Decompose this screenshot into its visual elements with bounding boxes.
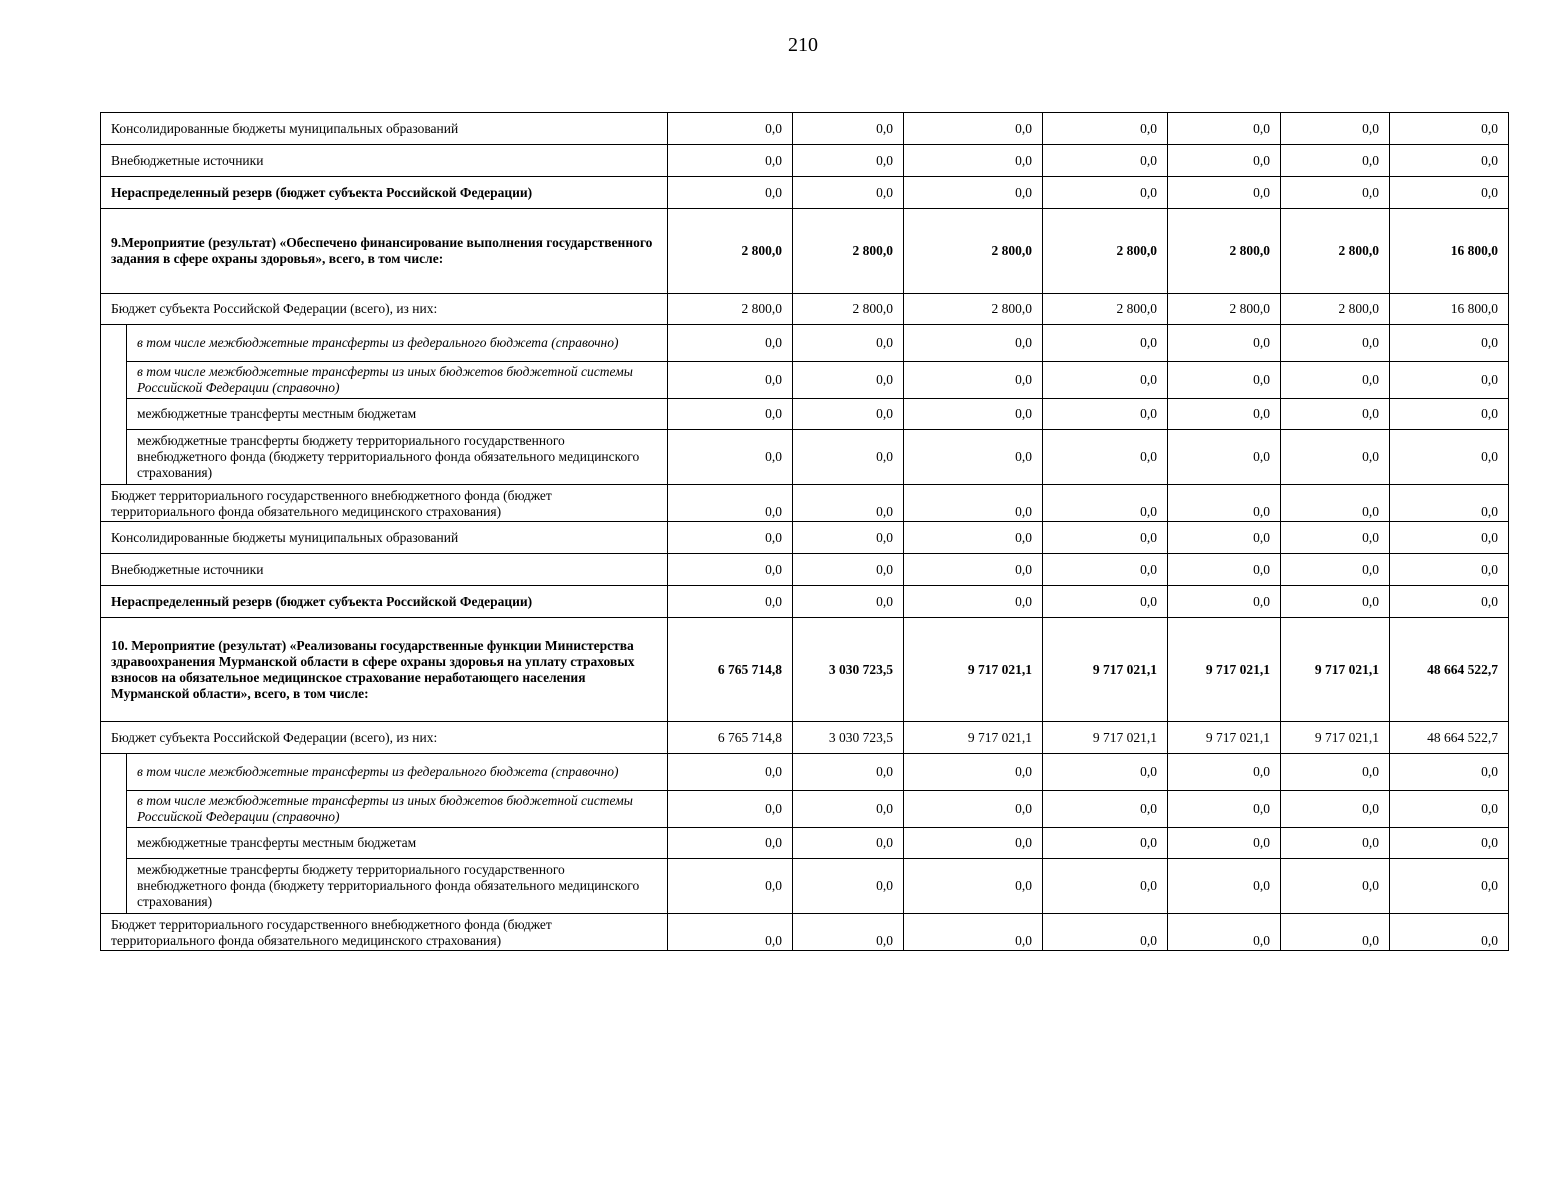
row-label: Консолидированные бюджеты муниципальных образований	[101, 113, 668, 145]
value-cell: 0,0	[668, 430, 793, 485]
value-cell: 0,0	[904, 828, 1043, 859]
value-cell: 0,0	[1043, 430, 1168, 485]
total-cell: 16 800,0	[1390, 209, 1509, 294]
value-cell: 0,0	[1168, 177, 1281, 209]
indent-cell	[101, 325, 127, 362]
total-cell: 0,0	[1390, 485, 1509, 522]
row-label: Внебюджетные источники	[101, 145, 668, 177]
total-cell: 0,0	[1390, 177, 1509, 209]
value-cell: 2 800,0	[668, 209, 793, 294]
value-cell: 2 800,0	[793, 294, 904, 325]
measure-title: 10. Мероприятие (результат) «Реализованы государственные функции Министерства здравоохранения Мурманской области в сфере охраны здоровья на уплату страховых взносов на обязательное медицинское страхование неработающего населения Мурманской области», всего, в том числе:	[101, 618, 668, 722]
value-cell: 0,0	[1281, 145, 1390, 177]
table-row	[101, 859, 1509, 914]
row-label: Бюджет субъекта Российской Федерации (всего), из них:	[101, 294, 668, 325]
row-label: в том числе межбюджетные трансферты из федерального бюджета (справочно)	[127, 754, 668, 791]
value-cell: 0,0	[668, 362, 793, 399]
indent-cell	[101, 859, 127, 914]
page-number: 210	[788, 34, 818, 56]
total-cell: 0,0	[1390, 914, 1509, 951]
value-cell: 0,0	[1168, 828, 1281, 859]
value-cell: 0,0	[904, 325, 1043, 362]
value-cell: 0,0	[1168, 399, 1281, 430]
value-cell: 0,0	[668, 554, 793, 586]
value-cell: 0,0	[904, 522, 1043, 554]
value-cell: 0,0	[904, 914, 1043, 951]
value-cell: 2 800,0	[793, 209, 904, 294]
value-cell: 0,0	[1168, 586, 1281, 618]
budget-table	[100, 112, 1509, 951]
value-cell: 0,0	[668, 791, 793, 828]
value-cell: 0,0	[793, 325, 904, 362]
row-label: Внебюджетные источники	[101, 554, 668, 586]
value-cell: 0,0	[1168, 485, 1281, 522]
indent-cell	[101, 791, 127, 828]
total-cell: 0,0	[1390, 586, 1509, 618]
value-cell: 2 800,0	[904, 294, 1043, 325]
table-row	[101, 522, 1509, 554]
value-cell: 0,0	[1043, 325, 1168, 362]
value-cell: 0,0	[1043, 554, 1168, 586]
value-cell: 2 800,0	[1281, 209, 1390, 294]
value-cell: 0,0	[793, 113, 904, 145]
value-cell: 0,0	[793, 430, 904, 485]
value-cell: 0,0	[1043, 914, 1168, 951]
value-cell: 0,0	[1043, 485, 1168, 522]
value-cell: 0,0	[1168, 430, 1281, 485]
row-label: в том числе межбюджетные трансферты из иных бюджетов бюджетной системы Российской Федерации (справочно)	[127, 791, 668, 828]
indent-cell	[101, 362, 127, 399]
value-cell: 0,0	[1043, 586, 1168, 618]
value-cell: 0,0	[904, 113, 1043, 145]
total-cell: 0,0	[1390, 325, 1509, 362]
row-label: межбюджетные трансферты бюджету территориального государственного внебюджетного фонда (бюджету территориального фонда обязательного медицинского страхования)	[127, 859, 668, 914]
value-cell: 9 717 021,1	[1281, 618, 1390, 722]
total-cell: 0,0	[1390, 145, 1509, 177]
row-label: межбюджетные трансферты бюджету территориального государственного внебюджетного фонда (бюджету территориального фонда обязательного медицинского страхования)	[127, 430, 668, 485]
total-cell: 0,0	[1390, 828, 1509, 859]
value-cell: 0,0	[793, 145, 904, 177]
value-cell: 0,0	[1281, 399, 1390, 430]
value-cell: 0,0	[1168, 145, 1281, 177]
row-label: Нераспределенный резерв (бюджет субъекта Российской Федерации)	[101, 586, 668, 618]
total-cell: 0,0	[1390, 362, 1509, 399]
row-label: Бюджет территориального государственного внебюджетного фонда (бюджет территориального фонда обязательного медицинского страхования)	[101, 485, 668, 522]
value-cell: 0,0	[904, 399, 1043, 430]
table-row	[101, 586, 1509, 618]
total-cell: 0,0	[1390, 522, 1509, 554]
value-cell: 0,0	[1281, 859, 1390, 914]
row-label: Консолидированные бюджеты муниципальных образований	[101, 522, 668, 554]
value-cell: 0,0	[793, 485, 904, 522]
value-cell: 0,0	[1168, 754, 1281, 791]
indent-cell	[101, 828, 127, 859]
indent-cell	[101, 754, 127, 791]
value-cell: 0,0	[1168, 554, 1281, 586]
value-cell: 0,0	[1168, 325, 1281, 362]
value-cell: 0,0	[793, 586, 904, 618]
value-cell: 0,0	[668, 113, 793, 145]
value-cell: 0,0	[1043, 399, 1168, 430]
total-cell: 0,0	[1390, 113, 1509, 145]
table-row	[101, 145, 1509, 177]
value-cell: 0,0	[668, 325, 793, 362]
value-cell: 0,0	[1281, 586, 1390, 618]
table-row	[101, 399, 1509, 430]
value-cell: 0,0	[1281, 362, 1390, 399]
value-cell: 9 717 021,1	[1168, 618, 1281, 722]
value-cell: 0,0	[793, 177, 904, 209]
table-row	[101, 914, 1509, 951]
value-cell: 2 800,0	[668, 294, 793, 325]
value-cell: 6 765 714,8	[668, 618, 793, 722]
value-cell: 0,0	[668, 399, 793, 430]
value-cell: 0,0	[1043, 754, 1168, 791]
value-cell: 0,0	[668, 145, 793, 177]
value-cell: 2 800,0	[1168, 209, 1281, 294]
value-cell: 0,0	[668, 754, 793, 791]
value-cell: 0,0	[904, 586, 1043, 618]
row-label: Бюджет субъекта Российской Федерации (всего), из них:	[101, 722, 668, 754]
total-cell: 0,0	[1390, 554, 1509, 586]
value-cell: 0,0	[1281, 754, 1390, 791]
value-cell: 0,0	[904, 145, 1043, 177]
table-row	[101, 430, 1509, 485]
value-cell: 0,0	[1043, 522, 1168, 554]
value-cell: 2 800,0	[1043, 294, 1168, 325]
value-cell: 0,0	[668, 914, 793, 951]
value-cell: 0,0	[793, 859, 904, 914]
indent-cell	[101, 399, 127, 430]
table-row	[101, 177, 1509, 209]
value-cell: 0,0	[1043, 828, 1168, 859]
value-cell: 2 800,0	[1168, 294, 1281, 325]
total-cell: 0,0	[1390, 399, 1509, 430]
table-row	[101, 828, 1509, 859]
value-cell: 2 800,0	[1043, 209, 1168, 294]
value-cell: 0,0	[1281, 430, 1390, 485]
value-cell: 0,0	[1281, 522, 1390, 554]
value-cell: 0,0	[793, 914, 904, 951]
value-cell: 0,0	[1281, 554, 1390, 586]
value-cell: 0,0	[904, 485, 1043, 522]
value-cell: 0,0	[904, 859, 1043, 914]
value-cell: 0,0	[793, 828, 904, 859]
value-cell: 0,0	[1168, 791, 1281, 828]
total-cell: 0,0	[1390, 859, 1509, 914]
value-cell: 0,0	[793, 754, 904, 791]
value-cell: 9 717 021,1	[1043, 722, 1168, 754]
value-cell: 3 030 723,5	[793, 618, 904, 722]
indent-cell	[101, 430, 127, 485]
value-cell: 0,0	[668, 485, 793, 522]
total-cell: 48 664 522,7	[1390, 618, 1509, 722]
total-cell: 48 664 522,7	[1390, 722, 1509, 754]
table-row	[101, 722, 1509, 754]
value-cell: 9 717 021,1	[1168, 722, 1281, 754]
row-label: Нераспределенный резерв (бюджет субъекта Российской Федерации)	[101, 177, 668, 209]
row-label: межбюджетные трансферты местным бюджетам	[127, 399, 668, 430]
value-cell: 0,0	[1281, 325, 1390, 362]
table-row	[101, 113, 1509, 145]
value-cell: 3 030 723,5	[793, 722, 904, 754]
value-cell: 0,0	[1043, 362, 1168, 399]
value-cell: 0,0	[1043, 859, 1168, 914]
value-cell: 0,0	[904, 754, 1043, 791]
total-cell: 0,0	[1390, 791, 1509, 828]
value-cell: 0,0	[668, 177, 793, 209]
table-row	[101, 209, 1509, 294]
value-cell: 9 717 021,1	[1281, 722, 1390, 754]
table-row	[101, 294, 1509, 325]
value-cell: 2 800,0	[1281, 294, 1390, 325]
table-row	[101, 791, 1509, 828]
value-cell: 0,0	[1168, 914, 1281, 951]
value-cell: 0,0	[1281, 485, 1390, 522]
value-cell: 0,0	[904, 554, 1043, 586]
value-cell: 0,0	[793, 399, 904, 430]
measure-title: 9.Мероприятие (результат) «Обеспечено финансирование выполнения государственного задания в сфере охраны здоровья», всего, в том числе:	[101, 209, 668, 294]
value-cell: 0,0	[1043, 791, 1168, 828]
value-cell: 0,0	[1043, 113, 1168, 145]
value-cell: 0,0	[904, 430, 1043, 485]
value-cell: 0,0	[793, 522, 904, 554]
row-label: Бюджет территориального государственного внебюджетного фонда (бюджет территориального фонда обязательного медицинского страхования)	[101, 914, 668, 951]
value-cell: 0,0	[668, 586, 793, 618]
value-cell: 0,0	[1168, 362, 1281, 399]
value-cell: 0,0	[1168, 859, 1281, 914]
value-cell: 0,0	[668, 522, 793, 554]
value-cell: 0,0	[1168, 522, 1281, 554]
value-cell: 2 800,0	[904, 209, 1043, 294]
value-cell: 0,0	[1281, 914, 1390, 951]
total-cell: 0,0	[1390, 430, 1509, 485]
value-cell: 0,0	[793, 554, 904, 586]
value-cell: 0,0	[1043, 177, 1168, 209]
value-cell: 9 717 021,1	[904, 722, 1043, 754]
table-row	[101, 485, 1509, 522]
value-cell: 0,0	[1281, 177, 1390, 209]
value-cell: 0,0	[1281, 113, 1390, 145]
total-cell: 16 800,0	[1390, 294, 1509, 325]
total-cell: 0,0	[1390, 754, 1509, 791]
table-row	[101, 362, 1509, 399]
table-row	[101, 618, 1509, 722]
value-cell: 0,0	[793, 791, 904, 828]
value-cell: 9 717 021,1	[904, 618, 1043, 722]
row-label: межбюджетные трансферты местным бюджетам	[127, 828, 668, 859]
value-cell: 0,0	[668, 828, 793, 859]
value-cell: 0,0	[1168, 113, 1281, 145]
value-cell: 0,0	[1043, 145, 1168, 177]
value-cell: 6 765 714,8	[668, 722, 793, 754]
value-cell: 9 717 021,1	[1043, 618, 1168, 722]
value-cell: 0,0	[904, 177, 1043, 209]
table-row	[101, 325, 1509, 362]
value-cell: 0,0	[904, 362, 1043, 399]
table-row	[101, 754, 1509, 791]
table-row	[101, 554, 1509, 586]
row-label: в том числе межбюджетные трансферты из федерального бюджета (справочно)	[127, 325, 668, 362]
value-cell: 0,0	[793, 362, 904, 399]
row-label: в том числе межбюджетные трансферты из иных бюджетов бюджетной системы Российской Федерации (справочно)	[127, 362, 668, 399]
value-cell: 0,0	[1281, 828, 1390, 859]
value-cell: 0,0	[1281, 791, 1390, 828]
value-cell: 0,0	[668, 859, 793, 914]
value-cell: 0,0	[904, 791, 1043, 828]
